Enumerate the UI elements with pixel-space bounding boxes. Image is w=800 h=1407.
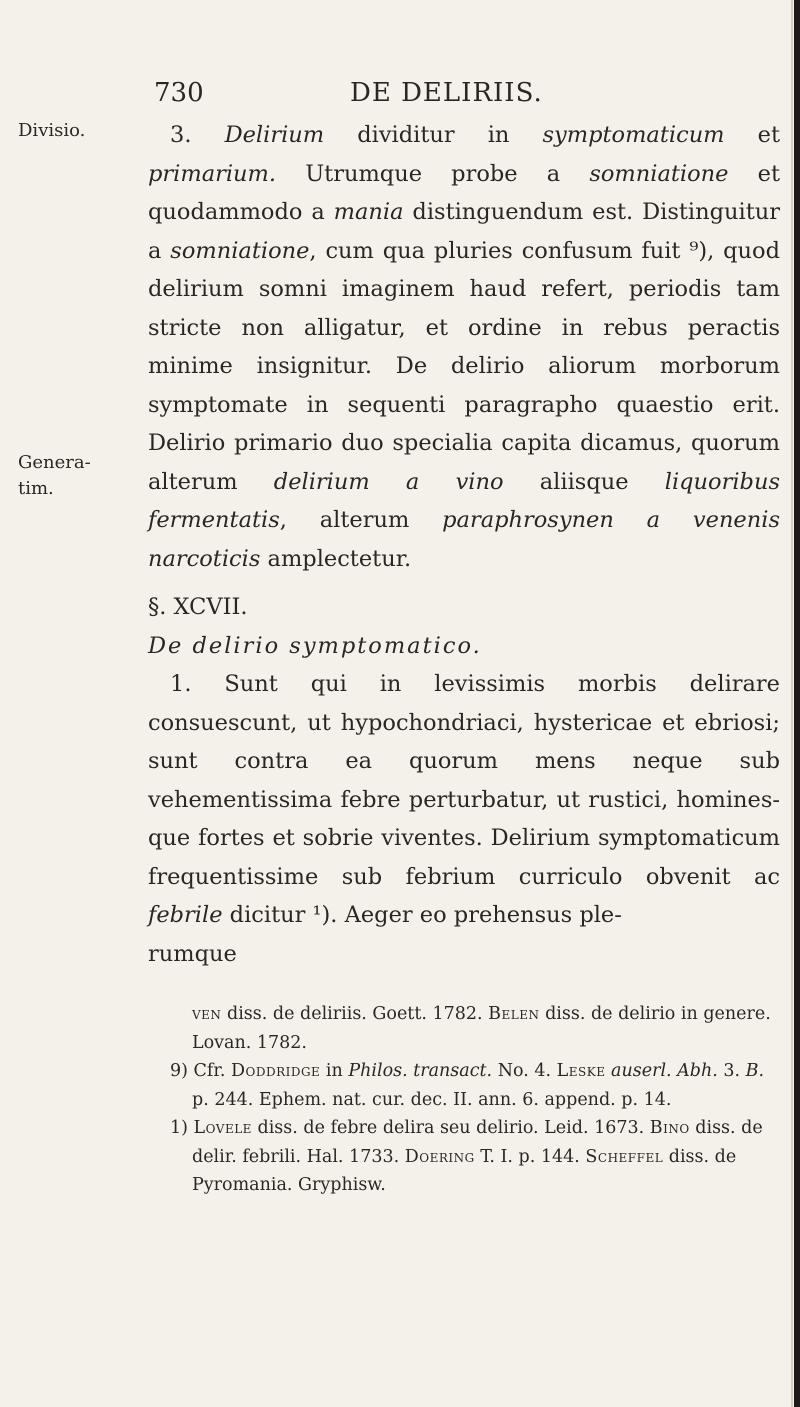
text-run: , cum qua pluries confusum fuit ⁹), quod delirium somni imaginem haud refert, periodis tam stricte non alligatur, et ordine in rebus peractis minime insignitur. De delirio aliorum morborum symptomate in sequenti paragrapho quaestio erit. Delirio primario duo specialia capita dicamus, quorum alterum (148, 237, 780, 495)
text-run: , alterum (279, 507, 443, 533)
footnote-continued (170, 1000, 780, 1057)
main-text (148, 116, 780, 973)
text-run: febrile (148, 902, 223, 928)
text-run: Delirium (224, 122, 325, 148)
author-name: ven (192, 1004, 222, 1024)
text-run: somniatione (170, 237, 310, 264)
text-run: dividitur in (324, 122, 543, 148)
text-run: 1. Sunt qui in levissimis morbis delirare consuescunt, ut hypochondriaci, hystericae et ebriosi; sunt contra ea quorum mens neque sub vehementissima febre perturbatur, ut rustici, homines-que fortes et sobrie viventes. Delirium symptomaticum frequentissime sub febrium curriculo obvenit ac (148, 671, 780, 890)
text-run: liquoribus fermentatis (148, 468, 780, 533)
footnotes (170, 1000, 780, 1200)
text-run: paraphrosynen a venenis narcoticis (148, 507, 780, 572)
text-run: dicitur ¹). Aeger eo prehensus ple- (222, 902, 622, 928)
footnote-9 (170, 1057, 780, 1114)
text-run: delirium a vino (273, 468, 504, 495)
margin-note-genera-line1: Genera- (18, 452, 91, 473)
text-run: auserl. Abh. (611, 1061, 718, 1081)
text-run: diss. de febre delira seu delirio. Leid. 1673. (251, 1118, 650, 1138)
author-name: Doddridge (230, 1061, 321, 1081)
margin-note-genera-line2: tim. (18, 478, 54, 499)
text-run: et (724, 122, 780, 148)
paragraph-1 (148, 665, 780, 935)
author-name: Belen (488, 1004, 540, 1024)
text-run: diss. de delir. febrili. Hal. 1733. (192, 1118, 763, 1167)
text-run: aliisque (503, 468, 665, 495)
page-edge-line (791, 0, 793, 1407)
author-name: Leske (556, 1061, 606, 1081)
section-number: §. XCVII. (148, 594, 248, 620)
page-edge-shadow (794, 0, 800, 1407)
author-name: Lovele (193, 1118, 252, 1138)
text-run: primarium. (148, 160, 277, 187)
text-run: No. 4. (492, 1061, 557, 1081)
para-number: 3. (170, 122, 225, 148)
text-run: distinguendum est. Distinguitur a (148, 199, 780, 264)
author-name: Bino (649, 1118, 690, 1138)
author-name: Scheffel (585, 1146, 664, 1167)
text-run: Philos. transact. (348, 1061, 493, 1081)
text-run: 1) (170, 1118, 194, 1138)
text-run: T. I. p. 144. (474, 1146, 586, 1167)
text-run: Utrumque probe a (276, 160, 590, 187)
section-heading: De delirio symptomatico. (148, 632, 482, 659)
author-name: Doering (404, 1146, 475, 1167)
footnote-1 (170, 1114, 780, 1200)
text-run: 3. (717, 1061, 746, 1081)
text-run: 9) Cfr. (170, 1061, 231, 1081)
text-run: B. (745, 1061, 765, 1081)
text-run: mania (333, 199, 404, 225)
text-run: p. 244. Ephem. nat. cur. dec. II. ann. 6. append. p. 14. (192, 1089, 672, 1110)
running-title: DE DELIRIIS. (350, 78, 543, 108)
page-number: 730 (154, 78, 204, 108)
text-run: diss. de delirio in genere. Lovan. 1782. (192, 1004, 771, 1053)
paragraph-3 (148, 116, 780, 578)
text-run: amplectetur. (260, 545, 412, 572)
text-run: somniatione (589, 160, 729, 187)
running-header (140, 78, 780, 118)
text-run: et quodammodo a (148, 160, 780, 225)
text-run: in (320, 1061, 349, 1081)
text-run: symptomaticum (542, 122, 725, 148)
margin-note-divisio: Divisio. (18, 120, 86, 141)
text-run: diss. de deliriis. Goett. 1782. (221, 1004, 489, 1024)
catchword: rumque (148, 940, 237, 967)
text-run: diss. de Pyromania. Gryphisw. (192, 1146, 737, 1195)
